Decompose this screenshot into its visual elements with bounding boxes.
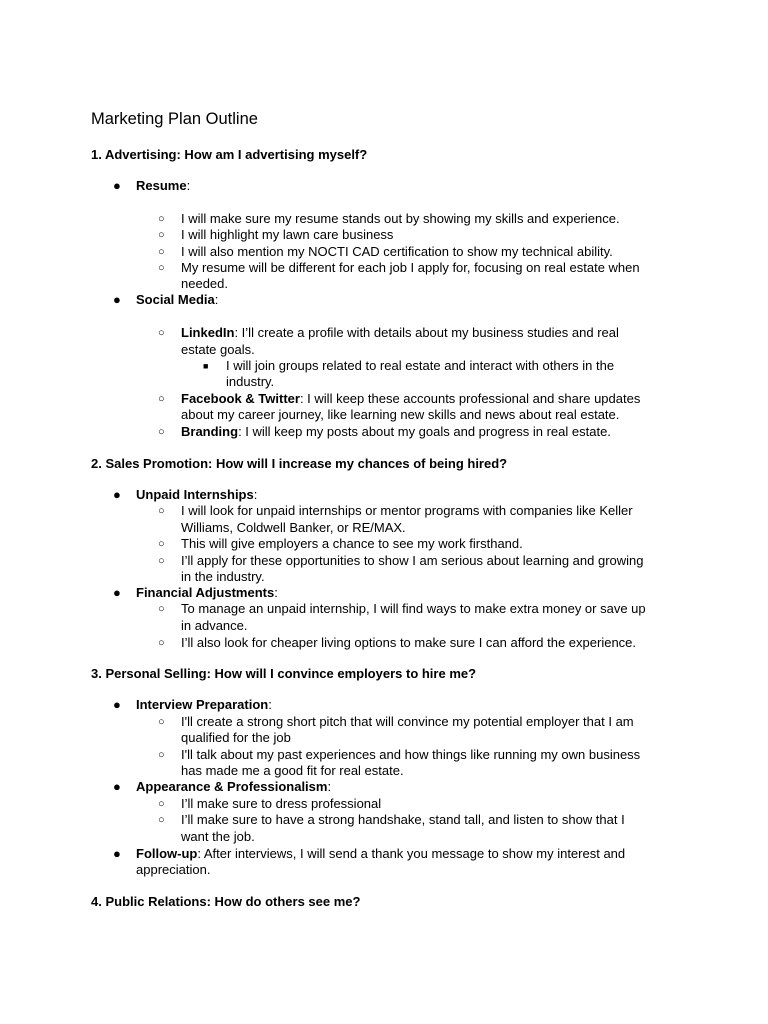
bullet-icon: ● bbox=[113, 487, 121, 502]
list-item: I’ll make sure to dress professional bbox=[181, 796, 382, 811]
list-item: I will look for unpaid internships or mentor programs with companies like Keller bbox=[181, 503, 633, 518]
list-item: My resume will be different for each job I apply for, focusing on real estate when bbox=[181, 260, 640, 275]
list-item: I'll create a strong short pitch that will convince my potential employer that I am bbox=[181, 714, 634, 729]
item-label: Branding bbox=[181, 424, 239, 439]
list-item-continuation: Williams, Coldwell Banker, or RE/MAX. bbox=[181, 520, 406, 535]
list-item: This will give employers a chance to see my work firsthand. bbox=[181, 536, 523, 551]
circle-bullet-icon: ○ bbox=[158, 246, 165, 258]
list-item-continuation: estate goals. bbox=[181, 342, 255, 357]
square-bullet-icon: ■ bbox=[203, 361, 209, 371]
item-label: Facebook & Twitter bbox=[181, 391, 300, 406]
list-item-resume: Resume: bbox=[136, 178, 191, 193]
item-label: Appearance & Professionalism bbox=[136, 779, 328, 794]
circle-bullet-icon: ○ bbox=[158, 426, 165, 438]
bullet-icon: ● bbox=[113, 178, 121, 193]
list-item-unpaid-internships: Unpaid Internships: bbox=[136, 487, 258, 502]
list-item-continuation: about my career journey, like learning new skills and news about real estate. bbox=[181, 407, 620, 422]
section-heading-personal-selling: 3. Personal Selling: How will I convince employers to hire me? bbox=[91, 666, 477, 681]
circle-bullet-icon: ○ bbox=[158, 814, 165, 826]
list-item-continuation: appreciation. bbox=[136, 862, 211, 877]
item-label: Interview Preparation bbox=[136, 697, 269, 712]
list-item-interview-preparation: Interview Preparation: bbox=[136, 697, 272, 712]
circle-bullet-icon: ○ bbox=[158, 262, 165, 274]
bullet-icon: ● bbox=[113, 846, 121, 861]
circle-bullet-icon: ○ bbox=[158, 749, 165, 761]
list-item: I will also mention my NOCTI CAD certification to show my technical ability. bbox=[181, 244, 613, 259]
list-item-facebook-twitter: Facebook & Twitter: I will keep these accounts professional and share updates bbox=[181, 391, 641, 406]
list-item-social-media: Social Media: bbox=[136, 292, 219, 307]
circle-bullet-icon: ○ bbox=[158, 603, 165, 615]
item-label: Financial Adjustments bbox=[136, 585, 275, 600]
list-item: I'll talk about my past experiences and how things like running my own business bbox=[181, 747, 641, 762]
list-item: To manage an unpaid internship, I will find ways to make extra money or save up bbox=[181, 601, 646, 616]
list-item-continuation: has made me a good fit for real estate. bbox=[181, 763, 404, 778]
item-label: LinkedIn bbox=[181, 325, 235, 340]
section-heading-public-relations: 4. Public Relations: How do others see me? bbox=[91, 894, 361, 909]
item-label: Resume bbox=[136, 178, 187, 193]
circle-bullet-icon: ○ bbox=[158, 213, 165, 225]
list-item: I will make sure my resume stands out by showing my skills and experience. bbox=[181, 211, 620, 226]
list-item-branding: Branding: I will keep my posts about my goals and progress in real estate. bbox=[181, 424, 611, 439]
item-label: Follow-up bbox=[136, 846, 198, 861]
list-item-continuation: industry. bbox=[226, 374, 275, 389]
item-label: Social Media bbox=[136, 292, 215, 307]
list-item-continuation: in advance. bbox=[181, 618, 248, 633]
circle-bullet-icon: ○ bbox=[158, 798, 165, 810]
section-heading-sales-promotion: 2. Sales Promotion: How will I increase my chances of being hired? bbox=[91, 456, 508, 471]
list-item: I’ll apply for these opportunities to show I am serious about learning and growing bbox=[181, 553, 644, 568]
list-item-continuation: qualified for the job bbox=[181, 730, 291, 745]
list-item-continuation: in the industry. bbox=[181, 569, 265, 584]
circle-bullet-icon: ○ bbox=[158, 505, 165, 517]
bullet-icon: ● bbox=[113, 292, 121, 307]
circle-bullet-icon: ○ bbox=[158, 716, 165, 728]
bullet-icon: ● bbox=[113, 585, 121, 600]
document-title: Marketing Plan Outline bbox=[91, 110, 258, 128]
circle-bullet-icon: ○ bbox=[158, 229, 165, 241]
list-item: I will join groups related to real estate and interact with others in the bbox=[226, 358, 615, 373]
list-item-follow-up: Follow-up: After interviews, I will send a thank you message to show my interest and bbox=[136, 846, 626, 861]
section-heading-advertising: 1. Advertising: How am I advertising myself? bbox=[91, 147, 368, 162]
list-item: I’ll also look for cheaper living options to make sure I can afford the experience. bbox=[181, 635, 637, 650]
circle-bullet-icon: ○ bbox=[158, 538, 165, 550]
list-item-financial-adjustments: Financial Adjustments: bbox=[136, 585, 278, 600]
item-label: Unpaid Internships bbox=[136, 487, 254, 502]
list-item-continuation: want the job. bbox=[181, 829, 255, 844]
circle-bullet-icon: ○ bbox=[158, 393, 165, 405]
bullet-icon: ● bbox=[113, 697, 121, 712]
circle-bullet-icon: ○ bbox=[158, 555, 165, 567]
circle-bullet-icon: ○ bbox=[158, 327, 165, 339]
list-item: I’ll make sure to have a strong handshake, stand tall, and listen to show that I bbox=[181, 812, 625, 827]
list-item-linkedin: LinkedIn: I’ll create a profile with details about my business studies and real bbox=[181, 325, 619, 340]
list-item-continuation: needed. bbox=[181, 276, 228, 291]
circle-bullet-icon: ○ bbox=[158, 637, 165, 649]
list-item-appearance-professionalism: Appearance & Professionalism: bbox=[136, 779, 332, 794]
bullet-icon: ● bbox=[113, 779, 121, 794]
list-item: I will highlight my lawn care business bbox=[181, 227, 394, 242]
